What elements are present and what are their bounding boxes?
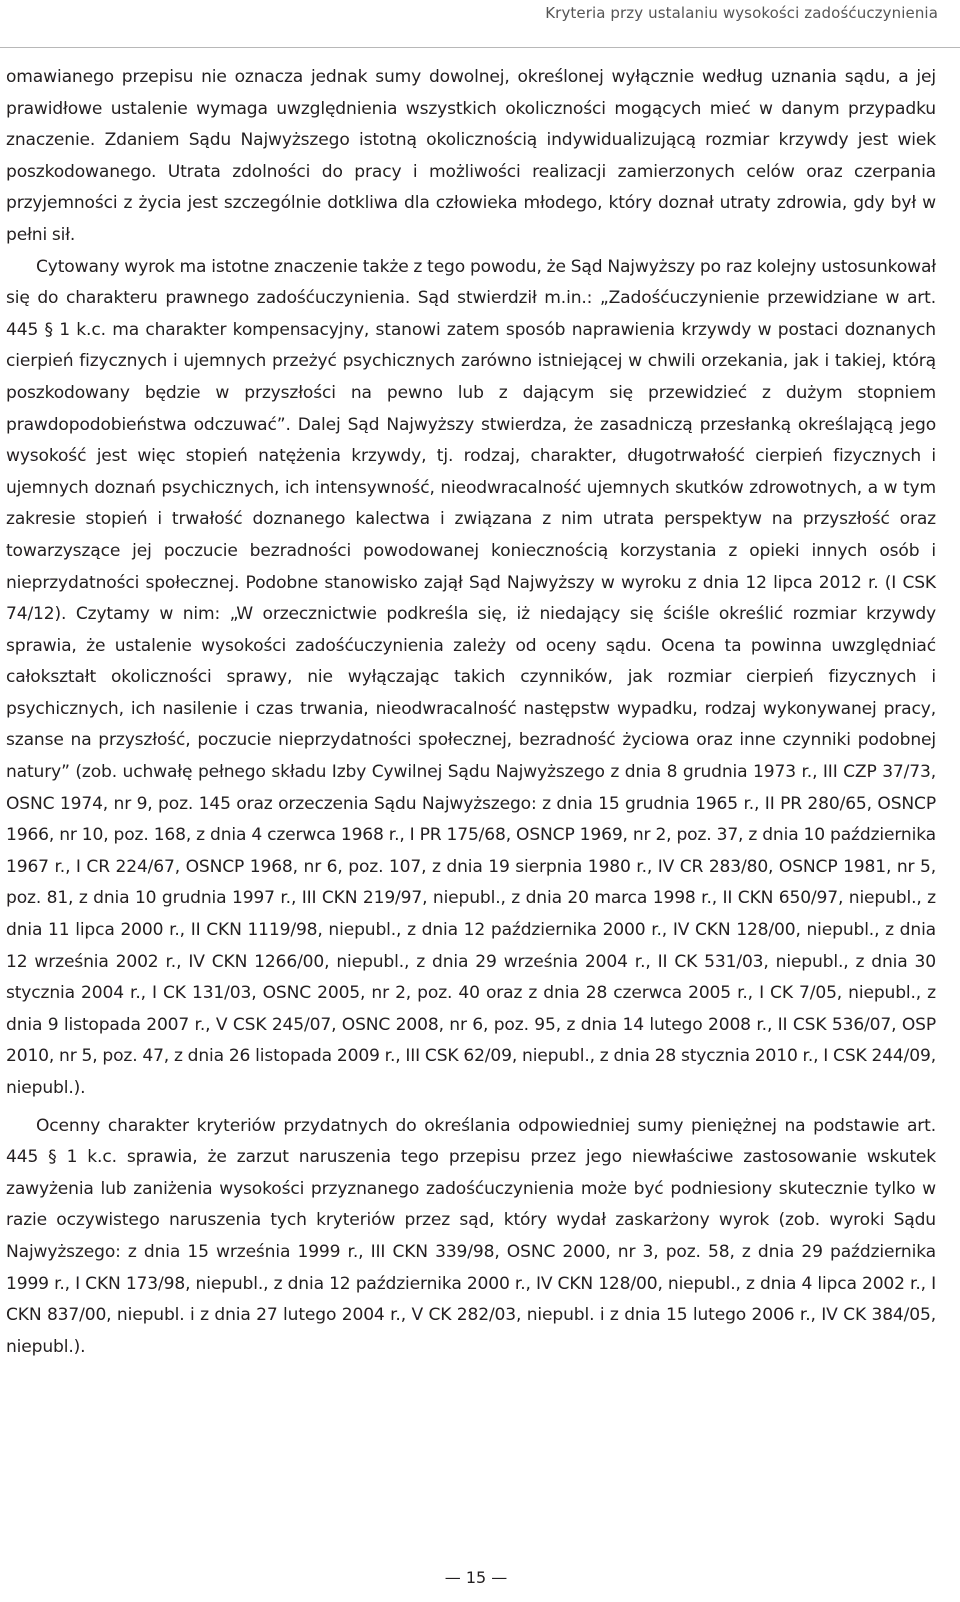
body-paragraph-1: omawianego przepisu nie oznacza jednak sumy dowolnej, określonej wyłącznie według uznania sądu, a jej prawidłowe ustalenie wymaga uwzględnienia wszystkich okoliczności mogących mieć w danym przypadku znaczenie. Zdaniem Sądu Najwyższego istotną okolicznością indywidualizującą rozmiar krzywdy jest wiek poszkodowanego. Utrata zdolności do pracy i możliwości realizacji zamierzonych celów oraz czerpania przyjemności z życia jest szczególnie dotkliwa dla człowieka młodego, który doznał utraty zdrowia, gdy był w pełni sił. [6,67,936,245]
document-body [6,62,936,1363]
running-header-title: Kryteria przy ustalaniu wysokości zadośćuczynienia [545,4,938,22]
page-footer [0,1568,960,1587]
running-header [0,0,960,48]
page-number: — 15 — [444,1568,508,1587]
body-paragraph-2: Cytowany wyrok ma istotne znaczenie także z tego powodu, że Sąd Najwyższy po raz kolejny ustosunkował się do charakteru prawnego zadośćuczynienia. Sąd stwierdził m.in.: „Zadośćuczynienie przewidziane w art. 445 § 1 k.c. ma charakter kompensacyjny, stanowi zatem sposób naprawienia krzywdy w postaci doznanych cierpień fizycznych i ujemnych przeżyć psychicznych zarówno istniejącej w chwili orzekania, jak i takiej, którą poszkodowany będzie w przyszłości na pewno lub z dającym się przewidzieć z dużym stopniem prawdopodobieństwa odczuwać”. Dalej Sąd Najwyższy stwierdza, że zasadniczą przesłanką określającą jego wysokość jest więc stopień natężenia krzywdy, tj. rodzaj, charakter, długotrwałość cierpień fizycznych i ujemnych doznań psychicznych, ich intensywność, nieodwracalność ujemnych skutków zdrowotnych, a w tym zakresie stopień i trwałość doznanego kalectwa i związana z nim utrata perspektyw na przyszłość oraz towarzyszące jej poczucie bezradności powodowanej koniecznością korzystania z opieki innych osób i nieprzydatności społecznej. Podobne stanowisko zajął Sąd Najwyższy w wyroku z dnia 12 lipca 2012 r. (I CSK 74/12). Czytamy w nim: „W orzecznictwie podkreśla się, iż niedający się ściśle określić rozmiar krzywdy sprawia, że ustalenie wysokości zadośćuczynienia zależy od oceny sądu. Ocena ta powinna uwzględniać całokształt okoliczności sprawy, nie wyłączając takich czynników, jak rozmiar cierpień fizycznych i psychicznych, ich nasilenie i czas trwania, nieodwracalność następstw wypadku, rodzaj wykonywanej pracy, szanse na przyszłość, poczucie nieprzydatności społecznej, bezradność życiowa oraz inne czynniki podobnej natury” (zob. uchwałę pełnego składu Izby Cywilnej Sądu Najwyższego z dnia 8 grudnia 1973 r., III CZP 37/73, OSNC 1974, nr 9, poz. 145 oraz orzeczenia Sądu Najwyższego: z dnia 15 grudnia 1965 r., II PR 280/65, OSNCP 1966, nr 10, poz. 168, z dnia 4 czerwca 1968 r., I PR 175/68, OSNCP 1969, nr 2, poz. 37, z dnia 10 października 1967 r., I CR 224/67, OSNCP 1968, nr 6, poz. 107, z dnia 19 sierpnia 1980 r., IV CR 283/80, OSNCP 1981, nr 5, poz. 81, z dnia 10 grudnia 1997 r., III CKN 219/97, niepubl., z dnia 20 marca 1998 r., II CKN 650/97, niepubl., z dnia 11 lipca 2000 r., II CKN 1119/98, niepubl., z dnia 12 października 2000 r., IV CKN 128/00, niepubl., z dnia 12 września 2002 r., IV CKN 1266/00, niepubl., z dnia 29 września 2004 r., II CK 531/03, niepubl., z dnia 30 stycznia 2004 r., I CK 131/03, OSNC 2005, nr 2, poz. 40 oraz z dnia 28 czerwca 2005 r., I CK 7/05, niepubl., z dnia 9 listopada 2007 r., V CSK 245/07, OSNC 2008, nr 6, poz. 95, z dnia 14 lutego 2008 r., II CSK 536/07, OSP 2010, nr 5, poz. 47, z dnia 26 listopada 2009 r., III CSK 62/09, niepubl., z dnia 28 stycznia 2010 r., I CSK 244/09, niepubl.). [6,256,936,1098]
body-paragraph-3: Ocenny charakter kryteriów przydatnych do określania odpowiedniej sumy pieniężnej na podstawie art. 445 § 1 k.c. sprawia, że zarzut naruszenia tego przepisu przez jego niewłaściwe zastosowanie wskutek zawyżenia lub zaniżenia wysokości przyznanego zadośćuczynienia może być podniesiony skutecznie tylko w razie oczywistego naruszenia tych kryteriów przez sąd, który wydał zaskarżony wyrok (zob. wyroki Sądu Najwyższego: z dnia 15 września 1999 r., III CKN 339/98, OSNC 2000, nr 3, poz. 58, z dnia 29 października 1999 r., I CKN 173/98, niepubl., z dnia 12 października 2000 r., IV CKN 128/00, niepubl., z dnia 4 lipca 2002 r., I CKN 837/00, niepubl. i z dnia 27 lutego 2004 r., V CK 282/03, niepubl. i z dnia 15 lutego 2006 r., IV CK 384/05, niepubl.). [6,1115,936,1357]
